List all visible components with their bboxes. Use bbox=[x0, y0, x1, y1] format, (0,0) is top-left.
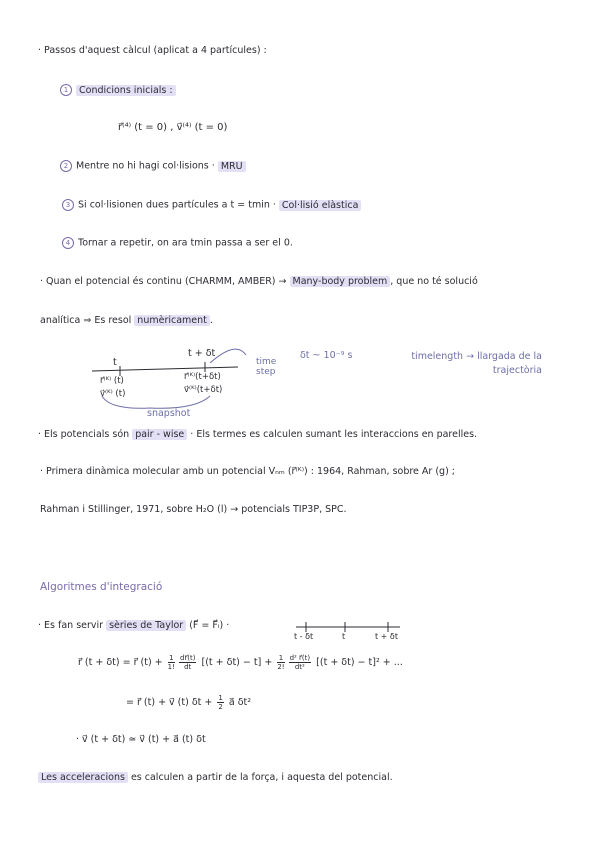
axis-label-3: t + δt bbox=[375, 632, 398, 641]
fraction bbox=[179, 654, 197, 671]
step-text: Tornar a repetir, on ara tmin passa a ser el 0. bbox=[78, 237, 293, 249]
axis-label-1: t - δt bbox=[294, 632, 314, 641]
label-r-t-dt: r⃗⁽ᴷ⁾(t+δt) bbox=[184, 372, 221, 382]
fraction bbox=[217, 694, 223, 711]
accelerations-line bbox=[38, 772, 393, 783]
step-text: Si col·lisionen dues partícules a t = tmin · bbox=[78, 199, 279, 211]
step-text: Mentre no hi hagi col·lisions · bbox=[76, 160, 218, 172]
label-timelength: timelength → llargada de la trajectòria bbox=[411, 351, 542, 376]
denominator: 2! bbox=[277, 663, 285, 671]
denominator: dt bbox=[184, 663, 192, 671]
step-number: 2 bbox=[60, 160, 72, 172]
eq-part: [(t + δt) − t] + bbox=[198, 657, 276, 668]
text-part: · Es fan servir bbox=[38, 620, 107, 631]
md-history-1: · Primera dinàmica molecular amb un potencial Vₙₘ (r⃗⁽ᴷ⁾) : 1964, Rahman, sobre Ar (g) ; bbox=[40, 466, 456, 477]
label-r-t: r⃗⁽ᴷ⁾ (t) bbox=[100, 376, 124, 386]
step-text: Condicions inicials : bbox=[76, 85, 176, 96]
step-number: 1 bbox=[60, 84, 72, 96]
label-v-t: v⃗⁽ᴷ⁾ (t) bbox=[100, 389, 126, 399]
step-number: 3 bbox=[62, 199, 74, 211]
step-tag: Col·lisió elàstica bbox=[279, 200, 361, 211]
label-time-step: time step bbox=[256, 357, 277, 377]
text-part: (F⃗ = F⃗ᵢ) · bbox=[186, 620, 230, 631]
highlight-pair-wise: pair - wise bbox=[132, 429, 187, 440]
eq-part: [(t + δt) − t]² + ... bbox=[313, 657, 403, 668]
taylor-equation-1 bbox=[78, 654, 403, 671]
text-part: . bbox=[209, 315, 213, 326]
eq-part: r⃗ (t + δt) = r⃗ (t) + bbox=[78, 657, 166, 668]
numerator: dr⃗(t) bbox=[179, 654, 196, 662]
velocity-equation: · v⃗ (t + δt) ≃ v⃗ (t) + a⃗ (t) δt bbox=[76, 734, 206, 745]
initial-conditions: r⃗⁽⁴⁾ (t = 0) , v⃗⁽⁴⁾ (t = 0) bbox=[118, 122, 228, 133]
denominator: dt² bbox=[294, 663, 305, 671]
timestep-arrow bbox=[210, 349, 246, 363]
fraction bbox=[289, 654, 312, 671]
text-part: , que no té solució bbox=[390, 276, 478, 287]
label-delta-t: δt ~ 10⁻⁹ s bbox=[300, 350, 353, 361]
text-part: es calculen a partir de la força, i aquesta del potencial. bbox=[127, 772, 393, 783]
intro-line: · Passos d'aquest càlcul (aplicat a 4 partícules) : bbox=[38, 45, 267, 56]
numerator: d² r⃗(t) bbox=[289, 654, 311, 662]
highlight-many-body: Many-body problem bbox=[290, 276, 391, 287]
text-part: · Quan el potencial és continu (CHARMM, AMBER) → bbox=[40, 276, 290, 287]
step-tag: MRU bbox=[218, 161, 246, 172]
eq-part: a⃗ δt² bbox=[225, 697, 252, 708]
label-v-t-dt: v⃗⁽ᴷ⁾(t+δt) bbox=[184, 385, 223, 395]
fraction bbox=[277, 654, 284, 671]
denominator: 1! bbox=[167, 663, 175, 671]
eq-part: = r⃗ (t) + v⃗ (t) δt + bbox=[126, 697, 216, 708]
md-history-2: Rahman i Stillinger, 1971, sobre H₂O (l) → potencials TIP3P, SPC. bbox=[40, 504, 347, 515]
text-part: analítica ⇒ Es resol bbox=[40, 315, 135, 326]
numerator: 1 bbox=[278, 654, 284, 662]
denominator: 2 bbox=[218, 703, 223, 711]
axis-label-2: t bbox=[342, 632, 346, 641]
numerator: 1 bbox=[218, 694, 223, 702]
text-part: · Els potencials són bbox=[38, 429, 133, 440]
highlight-taylor: sèries de Taylor bbox=[106, 620, 186, 631]
label-snapshot: snapshot bbox=[147, 408, 191, 419]
label-t: t bbox=[113, 357, 117, 368]
fraction bbox=[168, 654, 175, 671]
section-title: Algoritmes d'integració bbox=[40, 581, 163, 593]
highlight-accelerations: Les acceleracions bbox=[38, 772, 128, 783]
label-t-dt: t + δt bbox=[188, 348, 216, 359]
numerator: 1 bbox=[169, 654, 174, 662]
highlight-numerically: numèricament bbox=[134, 315, 210, 326]
taylor-equation-2 bbox=[126, 694, 251, 711]
step-number: 4 bbox=[62, 237, 74, 249]
taylor-line bbox=[38, 620, 229, 631]
pairwise-line bbox=[38, 429, 477, 440]
text-part: · Els termes es calculen sumant les interaccions en parelles. bbox=[187, 429, 478, 440]
